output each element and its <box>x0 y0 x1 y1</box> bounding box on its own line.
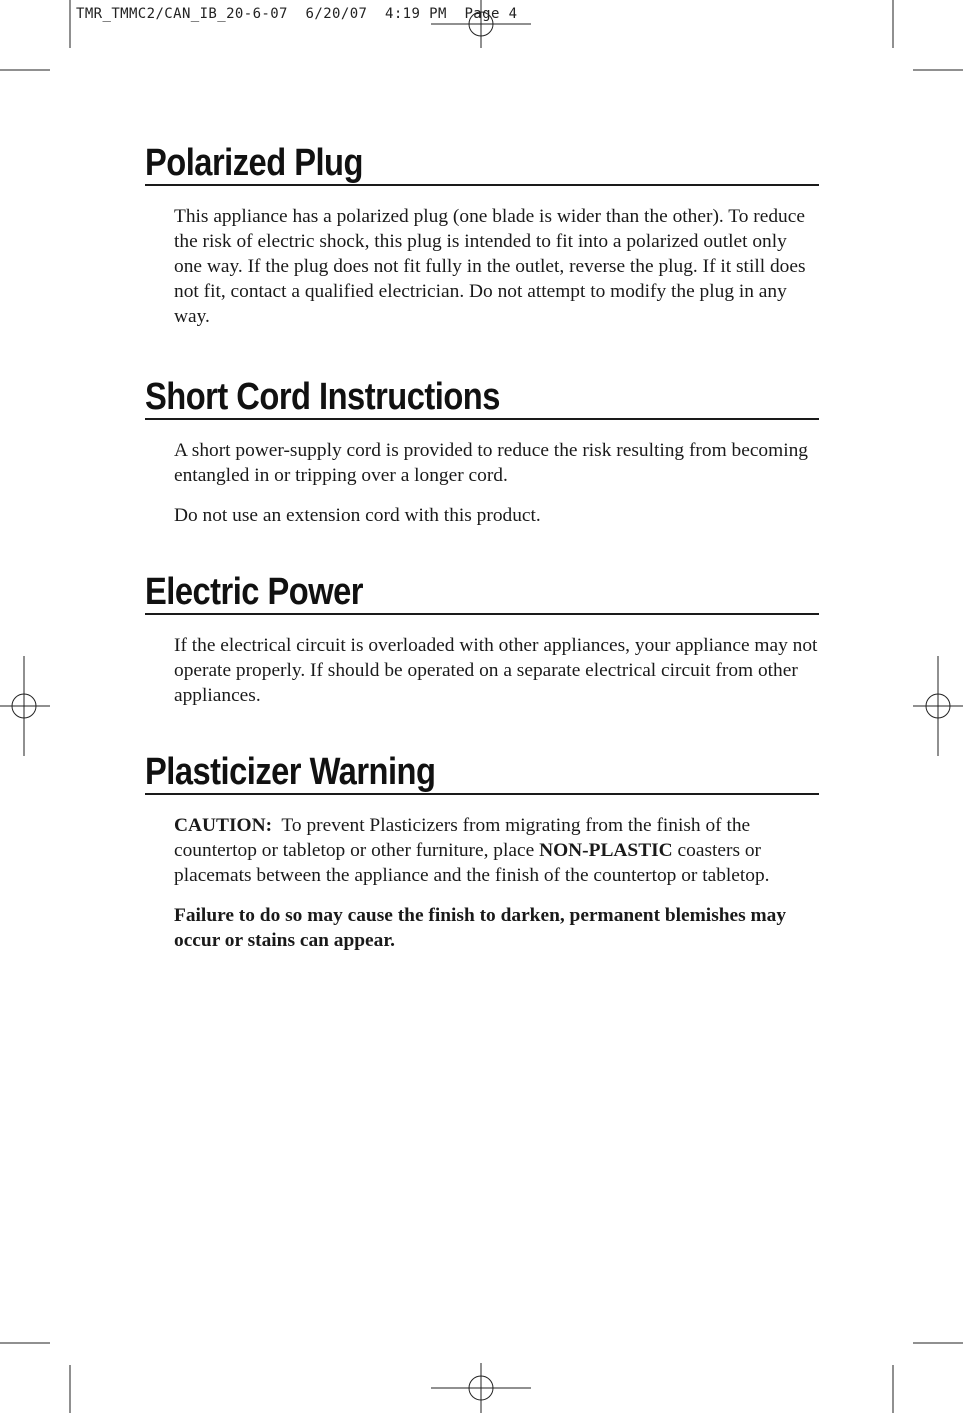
section-heading: Short Cord Instructions <box>145 377 819 420</box>
caution-paragraph <box>174 813 819 888</box>
section-heading: Electric Power <box>145 572 819 615</box>
caution-label: CAUTION: <box>174 815 273 836</box>
section-electric-power <box>145 572 819 723</box>
section-short-cord-instructions <box>145 377 819 543</box>
caution-text: To prevent Plasticizers from migrating from the finish of the countertop or tabletop or other furniture, place <box>174 815 751 861</box>
section-plasticizer-warning <box>145 752 819 968</box>
warning-paragraph: Failure to do so may cause the finish to darken, permanent blemishes may occur or stains can appear. <box>174 905 787 951</box>
section-polarized-plug <box>145 143 819 344</box>
paragraph: If the electrical circuit is overloaded with other appliances, your appliance may not operate properly. If should be operated on a separate electrical circuit from other appliances. <box>174 635 818 706</box>
section-heading: Polarized Plug <box>145 143 819 186</box>
section-heading: Plasticizer Warning <box>145 752 819 795</box>
paragraph: Do not use an extension cord with this product. <box>174 505 541 526</box>
paragraph: This appliance has a polarized plug (one blade is wider than the other). To reduce the risk of electric shock, this plug is intended to fit into a polarized outlet only one way. If the plug does not fit fully in the outlet, reverse the plug. If it still does not fit, contact a qualified electrician. Do not attempt to modify the plug in any way. <box>174 206 806 327</box>
caution-text-continued: coasters or placemats between the appliance and the finish of the countertop or tabletop. <box>174 840 770 886</box>
paragraph: A short power-supply cord is provided to reduce the risk resulting from becoming entangled in or tripping over a longer cord. <box>174 440 808 486</box>
caution-emphasis: NON-PLASTIC <box>539 840 673 861</box>
print-slug-line: TMR_TMMC2/CAN_IB_20-6-07 6/20/07 4:19 PM Page 4 <box>76 6 518 22</box>
